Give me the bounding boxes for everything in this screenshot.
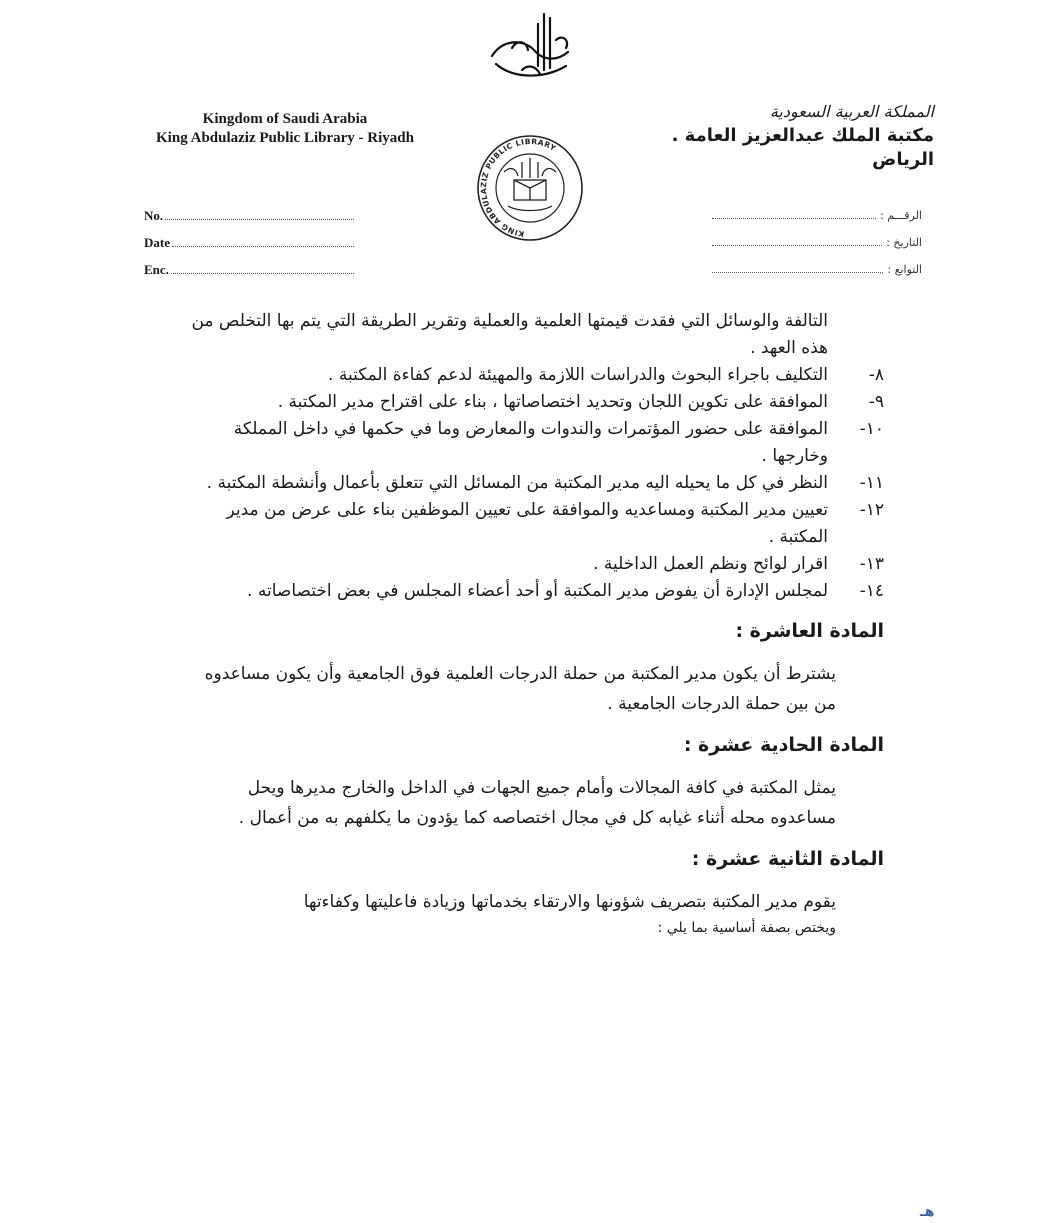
field-enc <box>144 256 354 283</box>
page-continuation-mark: هـ <box>920 1204 935 1220</box>
ar-field-no-label: الرقـــم : <box>880 209 922 222</box>
list-item-number: ١٢- <box>859 500 884 520</box>
field-enc-line <box>171 261 354 274</box>
list-item-number: ٨- <box>868 365 884 385</box>
article-12-heading: المادة الثانية عشرة : <box>691 848 884 870</box>
list-item-text: الموافقة على تكوين اللجان وتحديد اختصاصاتها ، بناء على اقتراح مدير المكتبة . <box>277 392 828 412</box>
arabic-header-line2: مكتبة الملك عبدالعزيز العامة . الرياض <box>671 125 934 170</box>
list-item-text: التكليف باجراء البحوث والدراسات اللازمة والمهيئة لدعم كفاءة المكتبة . <box>328 365 828 385</box>
list-item <box>188 362 884 389</box>
ar-field-enc-label: التوابع : <box>887 263 922 276</box>
ar-field-no-line <box>712 206 876 219</box>
article-12-text: يقوم مدير المكتبة بتصريف شؤونها والارتقاء بخدماتها وزيادة فاعليتها وكفاءتها <box>303 892 836 912</box>
list-item-number: ١٠- <box>859 419 884 439</box>
english-reference-fields <box>144 202 354 283</box>
english-header-line1: Kingdom of Saudi Arabia <box>202 111 368 127</box>
field-date-line <box>172 234 354 247</box>
article-10-heading: المادة العاشرة : <box>735 620 884 642</box>
list-item-text: الموافقة على حضور المؤتمرات والندوات والمعارض وما في حكمها في داخل المملكة وخارجها . <box>233 419 828 466</box>
ar-field-date <box>712 229 922 256</box>
arabic-header-line1: المملكة العربية السعودية <box>769 102 934 121</box>
field-enc-label: Enc. <box>144 262 169 277</box>
library-emblem <box>470 132 590 244</box>
field-date-label: Date <box>144 235 170 250</box>
list-item-number: ١٣- <box>859 554 884 574</box>
list-item-number: ١٤- <box>859 581 884 601</box>
field-no-label: No. <box>144 208 164 223</box>
ar-field-no <box>712 202 922 229</box>
field-date <box>144 229 354 256</box>
field-no-line <box>165 207 354 220</box>
english-header <box>120 110 450 148</box>
arabic-header <box>614 100 934 172</box>
ar-field-enc <box>712 256 922 283</box>
calligraphy-seal <box>482 10 578 90</box>
arabic-reference-fields <box>712 202 922 283</box>
list-item <box>188 578 884 605</box>
english-header-line2: King Abdulaziz Public Library - Riyadh <box>156 130 414 146</box>
list-item <box>188 470 884 497</box>
document-body <box>188 308 884 939</box>
ar-field-enc-line <box>712 260 883 273</box>
list-item-text: النظر في كل ما يحيله اليه مدير المكتبة من المسائل التي تتعلق بأعمال وأنشطة المكتبة . <box>206 473 828 493</box>
list-item <box>188 497 884 551</box>
ar-field-date-label: التاريخ : <box>886 236 922 249</box>
list-item-number: ١١- <box>859 473 884 493</box>
article-11-heading: المادة الحادية عشرة : <box>683 734 884 756</box>
field-no <box>144 202 354 229</box>
list-item-text: اقرار لوائح ونظم العمل الداخلية . <box>593 554 828 574</box>
intro-paragraph: التالفة والوسائل التي فقدت قيمتها العلمية والعملية وتقرير الطريقة التي يتم بها التخلص من هذه العهد . <box>191 311 828 358</box>
list-item-text: لمجلس الإدارة أن يفوض مدير المكتبة أو أحد أعضاء المجلس في بعض اختصاصاته . <box>247 581 828 601</box>
list-item <box>188 416 884 470</box>
list-item <box>188 389 884 416</box>
article-10-text: يشترط أن يكون مدير المكتبة من حملة الدرجات العلمية فوق الجامعية وأن يكون مساعدوه من بين حملة الدرجات الجامعية . <box>204 664 836 714</box>
list-item-text: تعيين مدير المكتبة ومساعديه والموافقة على تعيين الموظفين بناء على عرض من مدير المكتبة . <box>226 500 828 547</box>
emblem-text: KING ABDULAZIZ PUBLIC LIBRARY <box>478 136 558 239</box>
list-item-number: ٩- <box>868 392 884 412</box>
article-12-text-continued: ويختص بصفة أساسية بما يلي : <box>657 920 836 936</box>
article-11-text: يمثل المكتبة في كافة المجالات وأمام جميع الجهات في الداخل والخارج مديرها ويحل مساعدوه محله أثناء غيابه كل في مجال اختصاصه كما يؤدون ما يكلفهم به من أعمال . <box>238 778 836 828</box>
list-item <box>188 551 884 578</box>
ar-field-date-line <box>712 233 882 246</box>
